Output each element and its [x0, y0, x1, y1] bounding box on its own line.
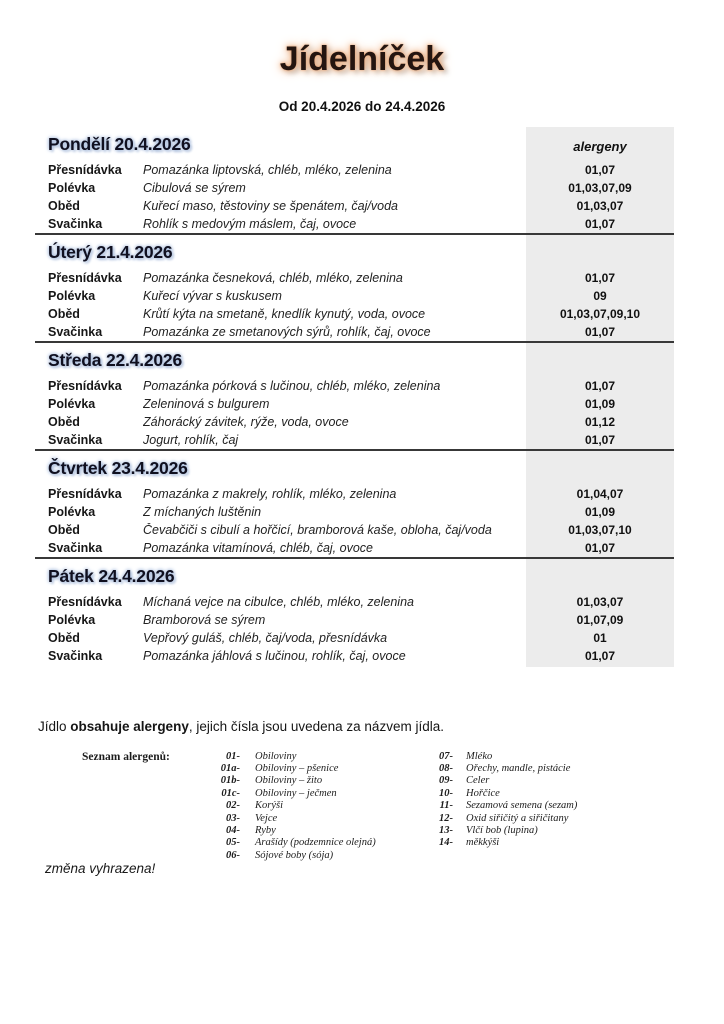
- legend-column-left: [196, 750, 376, 862]
- meal-label: Přesnídávka: [48, 163, 122, 177]
- meal-description: Krůtí kýta na smetaně, knedlík kynutý, voda, ovoce: [143, 307, 426, 321]
- meal-label: Oběd: [48, 523, 80, 537]
- allergen-code: 12-: [439, 812, 453, 824]
- meal-label: Svačinka: [48, 541, 103, 555]
- allergen-name: Obiloviny – pšenice: [255, 763, 339, 775]
- allergen-code: 01b-: [220, 775, 240, 787]
- meal-label: Svačinka: [48, 325, 103, 339]
- legend-item: [426, 787, 577, 799]
- days-container: [35, 127, 674, 667]
- meal-description: Z míchaných luštěnin: [143, 505, 262, 519]
- day-date: 21.4.2026: [96, 242, 173, 262]
- legend-item: [196, 750, 376, 762]
- allergen-code: 10-: [439, 787, 453, 799]
- day-header: [35, 451, 674, 485]
- allergen-name: Korýši: [255, 800, 284, 812]
- allergen-code: 09-: [439, 775, 453, 787]
- day-section: [35, 343, 674, 451]
- meal-description: Bramborová se sýrem: [143, 613, 266, 627]
- day-date: 22.4.2026: [105, 350, 182, 370]
- meal-label: Oběd: [48, 631, 80, 645]
- meal-description: Rohlík s medovým máslem, čaj, ovoce: [143, 217, 357, 231]
- meal-label: Oběd: [48, 199, 80, 213]
- menu-row: [35, 161, 674, 179]
- allergen-code: 08-: [439, 763, 453, 775]
- day-section: [35, 559, 674, 667]
- page-title: Jídelníček: [279, 40, 445, 78]
- meal-description: Pomazánka pórková s lučinou, chléb, mléko, zelenina: [143, 379, 441, 393]
- meal-label: Přesnídávka: [48, 595, 122, 609]
- meal-label: Polévka: [48, 397, 96, 411]
- menu-row: [35, 611, 674, 629]
- meal-allergens: 01,03,07: [576, 199, 624, 213]
- allergen-name: Ořechy, mandle, pistácie: [466, 763, 571, 775]
- allergen-name: Obiloviny – ječmen: [255, 787, 337, 799]
- meal-description: Vepřový guláš, chléb, čaj/voda, přesnídávka: [143, 631, 388, 645]
- meal-label: Svačinka: [48, 433, 103, 447]
- legend-item: [426, 812, 577, 824]
- meal-allergens: 01,07: [584, 325, 616, 339]
- day-name: Čtvrtek: [48, 458, 112, 478]
- meal-description: Pomazánka z makrely, rohlík, mléko, zelenina: [143, 487, 397, 501]
- meal-description: Míchaná vejce na cibulce, chléb, mléko, zelenina: [143, 595, 414, 609]
- meal-label: Oběd: [48, 307, 80, 321]
- meal-label: Přesnídávka: [48, 271, 122, 285]
- meal-allergens: 01,03,07,10: [568, 523, 632, 537]
- menu-row: [35, 593, 674, 611]
- meal-description: Pomazánka liptovská, chléb, mléko, zelenina: [143, 163, 392, 177]
- legend-item: [196, 800, 376, 812]
- meal-allergens: 01,04,07: [576, 487, 624, 501]
- allergen-code: 14-: [439, 837, 453, 849]
- allergen-note: [38, 719, 444, 734]
- meal-description: Pomazánka ze smetanových sýrů, rohlík, čaj, ovoce: [143, 325, 431, 339]
- meal-label: Polévka: [48, 505, 96, 519]
- allergen-code: 01a-: [220, 763, 240, 775]
- allergen-note-bold: obsahuje alergeny: [70, 719, 189, 734]
- allergen-code: 05-: [226, 837, 240, 849]
- day-header: [35, 559, 674, 593]
- menu-row: [35, 413, 674, 431]
- allergen-note-prefix: Jídlo: [38, 719, 71, 734]
- legend-item: [426, 750, 577, 762]
- meal-allergens: 01,07: [584, 433, 616, 447]
- allergen-name: Sójové boby (sója): [255, 849, 334, 861]
- allergen-name: Obiloviny: [255, 750, 297, 762]
- legend-item: [196, 775, 376, 787]
- allergen-code: 01c-: [221, 787, 240, 799]
- meal-label: Přesnídávka: [48, 379, 122, 393]
- meal-allergens: 01,09: [584, 505, 616, 519]
- legend-item: [426, 762, 577, 774]
- menu-table: [35, 127, 674, 667]
- legend-item: [196, 762, 376, 774]
- allergen-code: 03-: [226, 812, 240, 824]
- day-section: [35, 451, 674, 559]
- menu-row: [35, 485, 674, 503]
- menu-row: [35, 629, 674, 647]
- day-date: 23.4.2026: [111, 458, 188, 478]
- meal-description: Jogurt, rohlík, čaj: [143, 433, 239, 447]
- day-header: [35, 235, 674, 269]
- menu-row: [35, 197, 674, 215]
- meal-allergens: 01,03,07,09,10: [559, 307, 641, 321]
- meal-allergens: 01,07: [584, 163, 616, 177]
- allergen-code: 02-: [226, 800, 240, 812]
- allergen-legend: [0, 750, 724, 862]
- meal-label: Svačinka: [48, 649, 103, 663]
- menu-row: [35, 323, 674, 341]
- legend-item: [426, 775, 577, 787]
- meal-allergens: 01,03,07: [576, 595, 624, 609]
- menu-row: [35, 215, 674, 233]
- meal-allergens: 09: [593, 289, 607, 303]
- legend-item: [196, 849, 376, 861]
- allergen-name: Sezamová semena (sezam): [466, 800, 578, 812]
- menu-row: [35, 395, 674, 413]
- allergen-name: Mléko: [466, 750, 493, 762]
- allergen-note-suffix: , jejich čísla jsou uvedena za názvem jídla.: [188, 719, 444, 734]
- day-name: Středa: [48, 350, 106, 370]
- meal-description: Kuřecí maso, těstoviny se špenátem, čaj/voda: [143, 199, 398, 213]
- legend-item: [196, 812, 376, 824]
- menu-row: [35, 305, 674, 323]
- legend-item: [196, 824, 376, 836]
- allergen-code: 04-: [226, 825, 240, 837]
- allergen-name: Hořčice: [466, 787, 500, 799]
- meal-description: Kuřecí vývar s kuskusem: [143, 289, 282, 303]
- meal-allergens: 01,07,09: [576, 613, 624, 627]
- meal-label: Polévka: [48, 289, 96, 303]
- meal-label: Polévka: [48, 613, 96, 627]
- meal-description: Cibulová se sýrem: [143, 181, 246, 195]
- meal-allergens: 01,07: [584, 649, 616, 663]
- meal-allergens: 01: [593, 631, 607, 645]
- date-range: Od 20.4.2026 do 24.4.2026: [278, 99, 446, 114]
- allergen-column-header: alergeny: [573, 139, 627, 154]
- allergen-name: Celer: [466, 775, 490, 787]
- allergen-code: 13-: [439, 825, 453, 837]
- menu-row: [35, 377, 674, 395]
- meal-allergens: 01,07: [584, 217, 616, 231]
- legend-item: [426, 837, 577, 849]
- allergen-name: Ryby: [255, 825, 276, 837]
- day-header: [35, 343, 674, 377]
- meal-label: Svačinka: [48, 217, 103, 231]
- meal-allergens: 01,07: [584, 541, 616, 555]
- legend-item: [196, 787, 376, 799]
- allergen-name: měkkýši: [466, 837, 500, 849]
- meal-description: Zeleninová s bulgurem: [143, 397, 270, 411]
- meal-description: Pomazánka jáhlová s lučinou, rohlík, čaj, ovoce: [143, 649, 406, 663]
- legend-item: [426, 800, 577, 812]
- menu-row: [35, 539, 674, 557]
- legend-title: Seznam alergenů:: [82, 751, 170, 763]
- allergen-code: 07-: [439, 750, 453, 762]
- meal-description: Čevabčiči s cibulí a hořčicí, bramborová kaše, obloha, čaj/voda: [143, 523, 492, 537]
- menu-row: [35, 287, 674, 305]
- meal-allergens: 01,03,07,09: [568, 181, 632, 195]
- allergen-code: 06-: [226, 849, 240, 861]
- menu-row: [35, 431, 674, 449]
- day-section: [35, 235, 674, 343]
- menu-row: [35, 269, 674, 287]
- menu-row: [35, 179, 674, 197]
- allergen-name: Obiloviny – žito: [255, 775, 323, 787]
- legend-item: [196, 837, 376, 849]
- meal-allergens: 01,07: [584, 379, 616, 393]
- menu-row: [35, 503, 674, 521]
- meal-label: Přesnídávka: [48, 487, 122, 501]
- menu-row: [35, 647, 674, 665]
- legend-item: [426, 824, 577, 836]
- meal-allergens: 01,07: [584, 271, 616, 285]
- legend-column-right: [426, 750, 577, 849]
- meal-description: Pomazánka česneková, chléb, mléko, zelenina: [143, 271, 403, 285]
- day-name: Pondělí: [48, 134, 115, 154]
- day-date: 24.4.2026: [98, 566, 175, 586]
- day-date: 20.4.2026: [114, 134, 191, 154]
- meal-label: Oběd: [48, 415, 80, 429]
- allergen-code: 01-: [226, 750, 240, 762]
- day-name: Pátek: [48, 566, 99, 586]
- allergen-name: Arašídy (podzemnice olejná): [255, 837, 376, 849]
- meal-label: Polévka: [48, 181, 96, 195]
- meal-allergens: 01,12: [584, 415, 616, 429]
- allergen-code: 11-: [439, 800, 453, 812]
- meal-description: Pomazánka vitamínová, chléb, čaj, ovoce: [143, 541, 373, 555]
- allergen-name: Vejce: [255, 812, 278, 824]
- change-note: změna vyhrazena!: [45, 861, 156, 876]
- menu-row: [35, 521, 674, 539]
- meal-description: Záhorácký závitek, rýže, voda, ovoce: [143, 415, 349, 429]
- day-name: Úterý: [48, 242, 97, 262]
- allergen-name: Vlčí bob (lupina): [466, 825, 538, 837]
- meal-allergens: 01,09: [584, 397, 616, 411]
- allergen-name: Oxid siřičitý a siřičitany: [466, 812, 569, 824]
